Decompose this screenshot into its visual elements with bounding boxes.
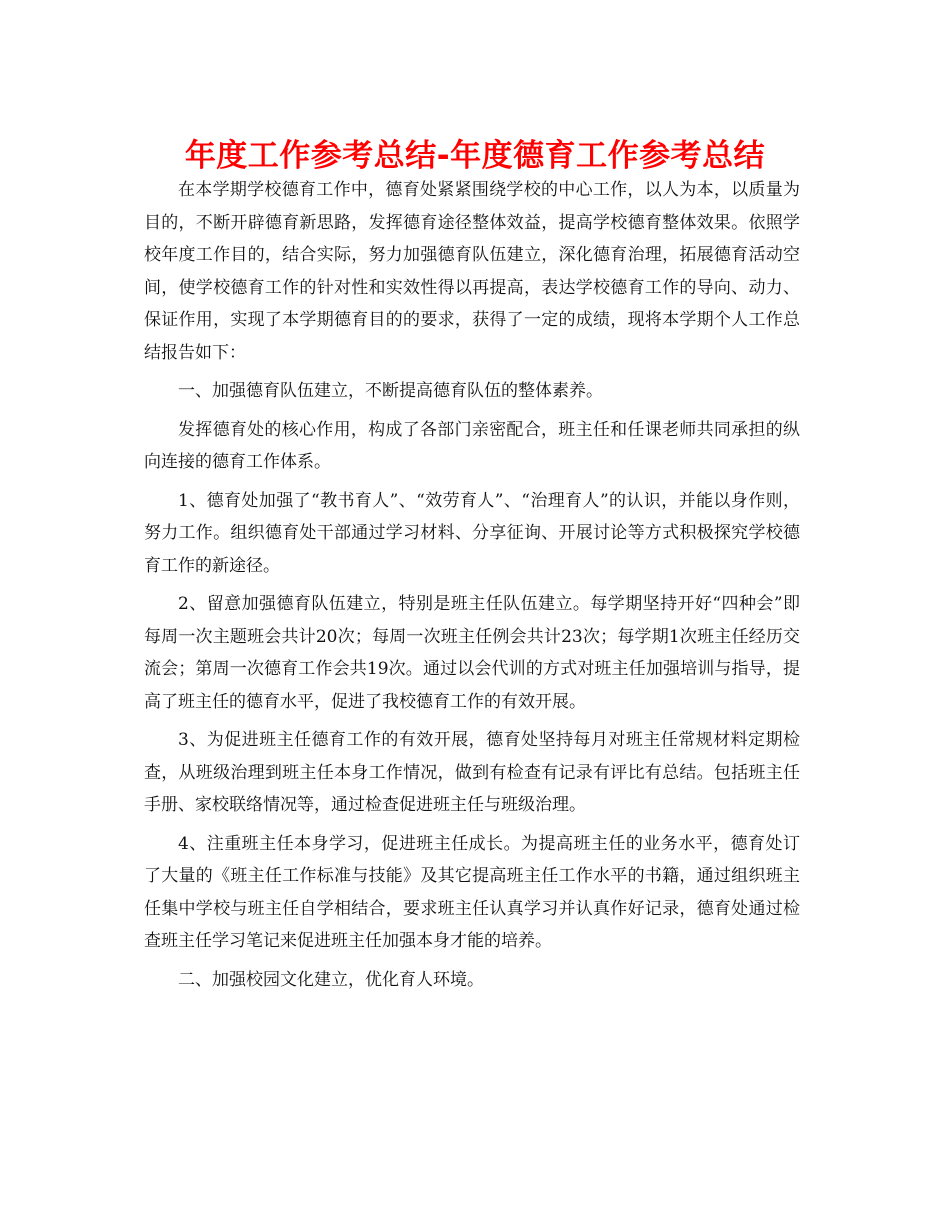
section-heading-2: 二、加强校园文化建立，优化育人环境。 xyxy=(178,969,484,990)
section-heading-1: 一、加强德育队伍建立，不断提高德育队伍的整体素养。 xyxy=(178,381,603,401)
list-item-2: 2、留意加强德育队伍建立，特别是班主任队伍建立。每学期坚持开好“四种会”即每周一次主题班会共计20次；每周一次班主任例会共计23次；每学期1次班主任经历交流会；第周一次德育工作会共19次。通过以会代训的方式对班主任加强培训与指导，提高了班主任的德育水平，促进了我校德育工作的有效开展。 xyxy=(144,594,800,712)
document-title: 年度工作参考总结-年度德育工作参考总结 xyxy=(184,138,766,174)
list-item-1: 1、德育处加强了“教书育人”、“效劳育人”、“治理育人”的认识，并能以身作则，努力工作。组织德育处干部通过学习材料、分享征询、开展讨论等方式积极探究学校德育工作的新途径。 xyxy=(144,490,800,576)
document-body xyxy=(144,174,800,1002)
list-item-3: 3、为促进班主任德育工作的有效开展，德育处坚持每月对班主任常规材料定期检查，从班级治理到班主任本身工作情况，做到有检查有记录有评比有总结。包括班主任手册、家校联络情况等，通过检查促进班主任与班级治理。 xyxy=(144,730,800,815)
body-paragraph: 发挥德育处的核心作用，构成了各部门亲密配合，班主任和任课老师共同承担的纵向连接的德育工作体系。 xyxy=(144,419,800,472)
list-item-4: 4、注重班主任本身学习，促进班主任成长。为提高班主任的业务水平，德育处订了大量的《班主任工作标准与技能》及其它提高班主任工作水平的书籍，通过组织班主任集中学校与班主任自学相结合，要求班主任认真学习并认真作好记录，德育处通过检查班主任学习笔记来促进班主任加强本身才能的培养。 xyxy=(144,833,800,951)
intro-paragraph: 在本学期学校德育工作中，德育处紧紧围绕学校的中心工作，以人为本，以质量为目的，不断开辟德育新思路，发挥德育途径整体效益，提高学校德育整体效果。依照学校年度工作目的，结合实际，努力加强德育队伍建立，深化德育治理，拓展德育活动空间，使学校德育工作的针对性和实效性得以再提高，表达学校德育工作的导向、动力、保证作用，实现了本学期德育目的的要求，获得了一定的成绩，现将本学期个人工作总结报告如下： xyxy=(144,180,800,363)
